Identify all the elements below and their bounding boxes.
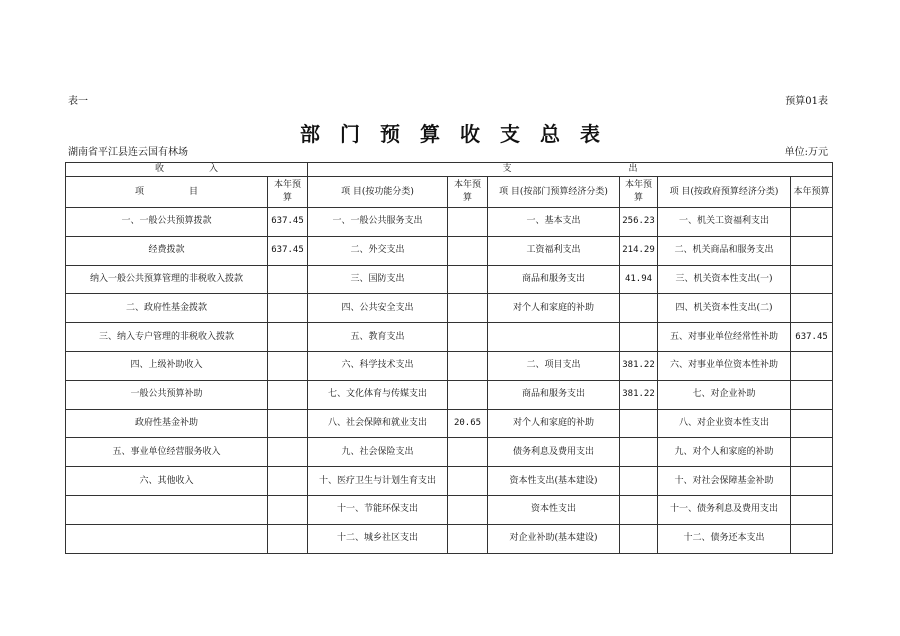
function-item-cell: 十二、城乡社区支出 [308,524,448,553]
column-header-row [66,177,833,208]
title-char: 表 [580,122,600,146]
income-amount-cell [268,380,308,409]
dept-item-header: 项 目(按部门预算经济分类) [488,177,620,208]
title-char: 收 [460,122,480,146]
function-item-cell: 六、科学技术支出 [308,351,448,380]
gov-item-cell: 十一、债务利息及费用支出 [658,495,791,524]
income-amount-cell [268,351,308,380]
gov-item-header: 项 目(按政府预算经济分类) [658,177,791,208]
function-amount-cell [448,467,488,496]
gov-item-cell: 十二、债务还本支出 [658,524,791,553]
organization-name: 湖南省平江县连云国有林场 [68,147,188,158]
dept-amount-cell [620,467,658,496]
table-row [66,524,833,553]
gov-item-cell: 六、对事业单位资本性补助 [658,351,791,380]
income-item-cell: 纳入一般公共预算管理的非税收入拨款 [66,265,268,294]
dept-amount-cell: 381.22 [620,351,658,380]
income-item-cell: 经费拨款 [66,236,268,265]
gov-amount-cell [791,208,833,237]
dept-item-cell: 一、基本支出 [488,208,620,237]
dept-item-cell: 对个人和家庭的补助 [488,294,620,323]
function-amount-cell [448,438,488,467]
expense-section-header: 支 出 [308,163,833,177]
income-item-cell: 二、政府性基金拨款 [66,294,268,323]
function-amount-cell [448,380,488,409]
function-amount-cell [448,323,488,352]
income-section-header: 收 入 [66,163,308,177]
dept-item-cell: 对企业补助(基本建设) [488,524,620,553]
income-amount-cell [268,323,308,352]
dept-amount-cell [620,323,658,352]
title-char: 总 [540,122,560,146]
function-item-cell: 十、医疗卫生与计划生育支出 [308,467,448,496]
function-item-cell: 五、教育支出 [308,323,448,352]
dept-amount-cell: 256.23 [620,208,658,237]
income-amount-cell [268,265,308,294]
title-char: 门 [340,122,360,146]
dept-item-cell [488,323,620,352]
function-item-header: 项 目(按功能分类) [308,177,448,208]
income-amount-cell [268,438,308,467]
gov-amount-cell [791,236,833,265]
function-item-cell: 一、一般公共服务支出 [308,208,448,237]
income-item-cell: 五、事业单位经营服务收入 [66,438,268,467]
function-amount-cell [448,294,488,323]
income-item-cell: 一般公共预算补助 [66,380,268,409]
income-item-cell [66,524,268,553]
dept-amount-cell: 214.29 [620,236,658,265]
dept-item-cell: 资本性支出(基本建设) [488,467,620,496]
table-row [66,380,833,409]
dept-amount-cell [620,524,658,553]
function-item-cell: 七、文化体育与传媒支出 [308,380,448,409]
dept-amount-cell [620,294,658,323]
table-row [66,438,833,467]
dept-budget-header: 本年预算 [620,177,658,208]
gov-item-cell: 二、机关商品和服务支出 [658,236,791,265]
function-item-cell: 十一、节能环保支出 [308,495,448,524]
budget-summary-table [65,162,833,554]
function-amount-cell [448,524,488,553]
function-item-cell: 八、社会保障和就业支出 [308,409,448,438]
gov-amount-cell [791,409,833,438]
income-item-header: 项 目 [66,177,268,208]
dept-item-cell: 资本性支出 [488,495,620,524]
income-item-cell: 政府性基金补助 [66,409,268,438]
gov-item-cell: 一、机关工资福利支出 [658,208,791,237]
gov-item-cell: 十、对社会保障基金补助 [658,467,791,496]
function-amount-cell [448,495,488,524]
income-amount-cell [268,409,308,438]
page-title [0,118,900,147]
income-budget-header: 本年预算 [268,177,308,208]
gov-amount-cell [791,524,833,553]
function-item-cell: 四、公共安全支出 [308,294,448,323]
table-row [66,409,833,438]
table-row [66,265,833,294]
function-amount-cell [448,236,488,265]
gov-item-cell: 七、对企业补助 [658,380,791,409]
gov-amount-cell [791,495,833,524]
dept-item-cell: 工资福利支出 [488,236,620,265]
dept-amount-cell [620,438,658,467]
gov-amount-cell: 637.45 [791,323,833,352]
table-row [66,294,833,323]
dept-amount-cell [620,495,658,524]
function-budget-header: 本年预算 [448,177,488,208]
dept-item-cell: 二、项目支出 [488,351,620,380]
gov-amount-cell [791,438,833,467]
income-item-cell: 六、其他收入 [66,467,268,496]
dept-amount-cell [620,409,658,438]
gov-amount-cell [791,294,833,323]
function-amount-cell: 20.65 [448,409,488,438]
table-number-right: 预算01表 [785,96,828,107]
gov-amount-cell [791,380,833,409]
income-amount-cell [268,467,308,496]
dept-item-cell: 商品和服务支出 [488,380,620,409]
income-item-cell: 一、一般公共预算拨款 [66,208,268,237]
gov-item-cell: 九、对个人和家庭的补助 [658,438,791,467]
income-amount-cell: 637.45 [268,236,308,265]
dept-item-cell: 债务利息及费用支出 [488,438,620,467]
gov-item-cell: 五、对事业单位经常性补助 [658,323,791,352]
function-amount-cell [448,208,488,237]
table-number-left: 表一 [68,96,88,107]
income-item-cell: 四、上级补助收入 [66,351,268,380]
income-item-cell [66,495,268,524]
income-amount-cell [268,294,308,323]
income-amount-cell [268,524,308,553]
dept-amount-cell: 41.94 [620,265,658,294]
income-amount-cell [268,495,308,524]
income-item-cell: 三、纳入专户管理的非税收入拨款 [66,323,268,352]
gov-item-cell: 四、机关资本性支出(二) [658,294,791,323]
function-item-cell: 九、社会保险支出 [308,438,448,467]
gov-budget-header: 本年预算 [791,177,833,208]
table-row [66,208,833,237]
income-amount-cell: 637.45 [268,208,308,237]
table-row [66,351,833,380]
title-char: 部 [300,122,320,146]
gov-item-cell: 三、机关资本性支出(一) [658,265,791,294]
section-header-row [66,163,833,177]
title-char: 预 [380,122,400,146]
unit-label: 单位:万元 [784,147,828,158]
function-item-cell: 三、国防支出 [308,265,448,294]
function-item-cell: 二、外交支出 [308,236,448,265]
gov-amount-cell [791,351,833,380]
table-row [66,236,833,265]
function-amount-cell [448,265,488,294]
dept-item-cell: 商品和服务支出 [488,265,620,294]
table-row [66,323,833,352]
gov-amount-cell [791,467,833,496]
title-char: 算 [420,122,440,146]
gov-amount-cell [791,265,833,294]
title-char: 支 [500,122,520,146]
dept-item-cell: 对个人和家庭的补助 [488,409,620,438]
table-row [66,495,833,524]
table-row [66,467,833,496]
function-amount-cell [448,351,488,380]
gov-item-cell: 八、对企业资本性支出 [658,409,791,438]
dept-amount-cell: 381.22 [620,380,658,409]
